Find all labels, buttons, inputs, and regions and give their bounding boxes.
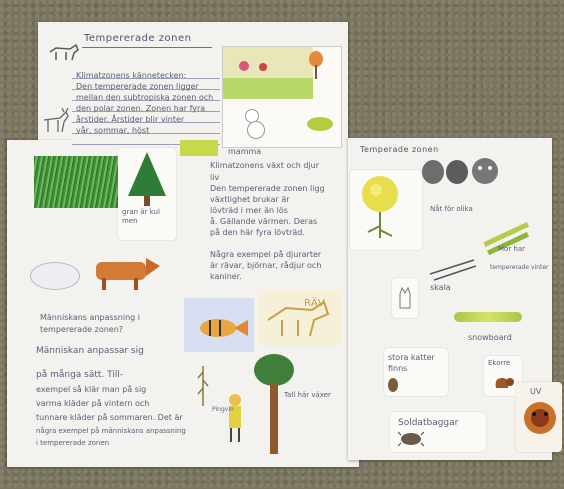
animal-faces-drawing <box>420 152 512 198</box>
human-line-1: tempererade zonen? <box>40 325 124 334</box>
label-pingvin: Pingvin <box>212 406 234 413</box>
klimat-line-9: kaniner. <box>210 272 242 281</box>
klimat-line-1: liv <box>210 173 220 182</box>
klimat-line-5: å. Gällande värmen. Deras <box>210 217 318 226</box>
intro-line-3: den polar zonen. Zonen har fyra <box>76 104 206 113</box>
klimat-line-6: på den här fyra lövträd. <box>210 228 305 237</box>
intro-line-5: vår, sommar, höst <box>76 126 150 135</box>
intro-line-2: mellan den subtropiska zonen och <box>76 93 214 102</box>
label-eco: Ekorre <box>488 359 511 367</box>
human-line-0: Människans anpassning i <box>40 313 141 322</box>
label-mor-har: Mor har <box>498 245 526 253</box>
human-line-8: i tempererade zonen <box>36 439 110 447</box>
label-uv: UV <box>530 387 542 396</box>
crayon-drawing <box>480 214 536 264</box>
klimat-line-7: Några exempel på djurarter <box>210 250 322 259</box>
intro-line-1: Den tempererade zonen ligger <box>76 82 199 91</box>
fish-picture <box>184 298 254 352</box>
label-tall: Tall här växer <box>284 391 331 399</box>
cat-drawing <box>396 286 416 314</box>
cloud-drawing <box>30 262 80 290</box>
human-line-2: Människan anpassar sig <box>36 346 144 356</box>
klimat-line-3: växtlighet brukar är <box>210 195 290 204</box>
snowboard-drawing <box>454 312 522 322</box>
oak-tree-drawing <box>250 350 298 458</box>
beetle-drawing <box>398 430 424 448</box>
squirrel-drawing <box>490 370 518 394</box>
label-skala: skala <box>430 283 451 292</box>
label-vinter: tempererade vinter <box>490 264 549 271</box>
klimat-line-4: lövträd i mer än lös <box>210 206 288 215</box>
human-line-4: exempel så klär man på sig <box>36 385 147 394</box>
label-storre: stora katter finns <box>388 353 435 373</box>
poster-title: Tempererade zonen <box>84 33 192 44</box>
fox-drawing-left <box>90 252 166 292</box>
yellow-flower-drawing <box>354 172 418 246</box>
intro-line-4: årstider. Årstider blir vinter <box>76 115 185 124</box>
label-rav: RÄV <box>304 298 326 309</box>
grass-picture <box>34 156 118 208</box>
human-line-7: några exempel på människans anpassning <box>36 427 186 435</box>
intro-line-0: Klimatzonens kännetecken: <box>76 71 187 80</box>
label-snowboard: snowboard <box>468 333 512 342</box>
leaf-swatch <box>180 140 218 156</box>
klimat-heading: Temperade zonen <box>360 145 439 154</box>
person-figure-drawing <box>220 392 250 448</box>
wolf-drawing <box>46 42 82 64</box>
seasons-picture <box>222 46 342 148</box>
klimat-line-0: Klimatzonens växt och djur <box>210 161 320 170</box>
label-pepparkorn: Nåt för olika <box>430 205 473 213</box>
bear-drawing <box>520 396 560 440</box>
title-underline <box>82 47 212 48</box>
human-line-6: tunnare kläder på sommaren. Det är <box>36 413 183 422</box>
fox-picture <box>258 290 342 346</box>
label-gran: gran är kul men <box>122 208 160 225</box>
label-mamma: mamma <box>228 147 262 156</box>
label-soldat: Soldatbaggar <box>398 418 459 428</box>
human-line-5: varma kläder på vintern och <box>36 399 150 408</box>
deer-drawing <box>40 106 72 136</box>
acorn-drawing <box>388 378 398 392</box>
klimat-line-2: Den tempererade zonen ligg <box>210 184 325 193</box>
feather-drawing <box>196 364 210 408</box>
human-line-3: på många sätt. Till- <box>36 370 124 380</box>
fir-tree-drawing <box>122 148 172 208</box>
skis-drawing <box>428 254 478 284</box>
klimat-line-8: är rävar, björnar, rådjur och <box>210 261 322 270</box>
